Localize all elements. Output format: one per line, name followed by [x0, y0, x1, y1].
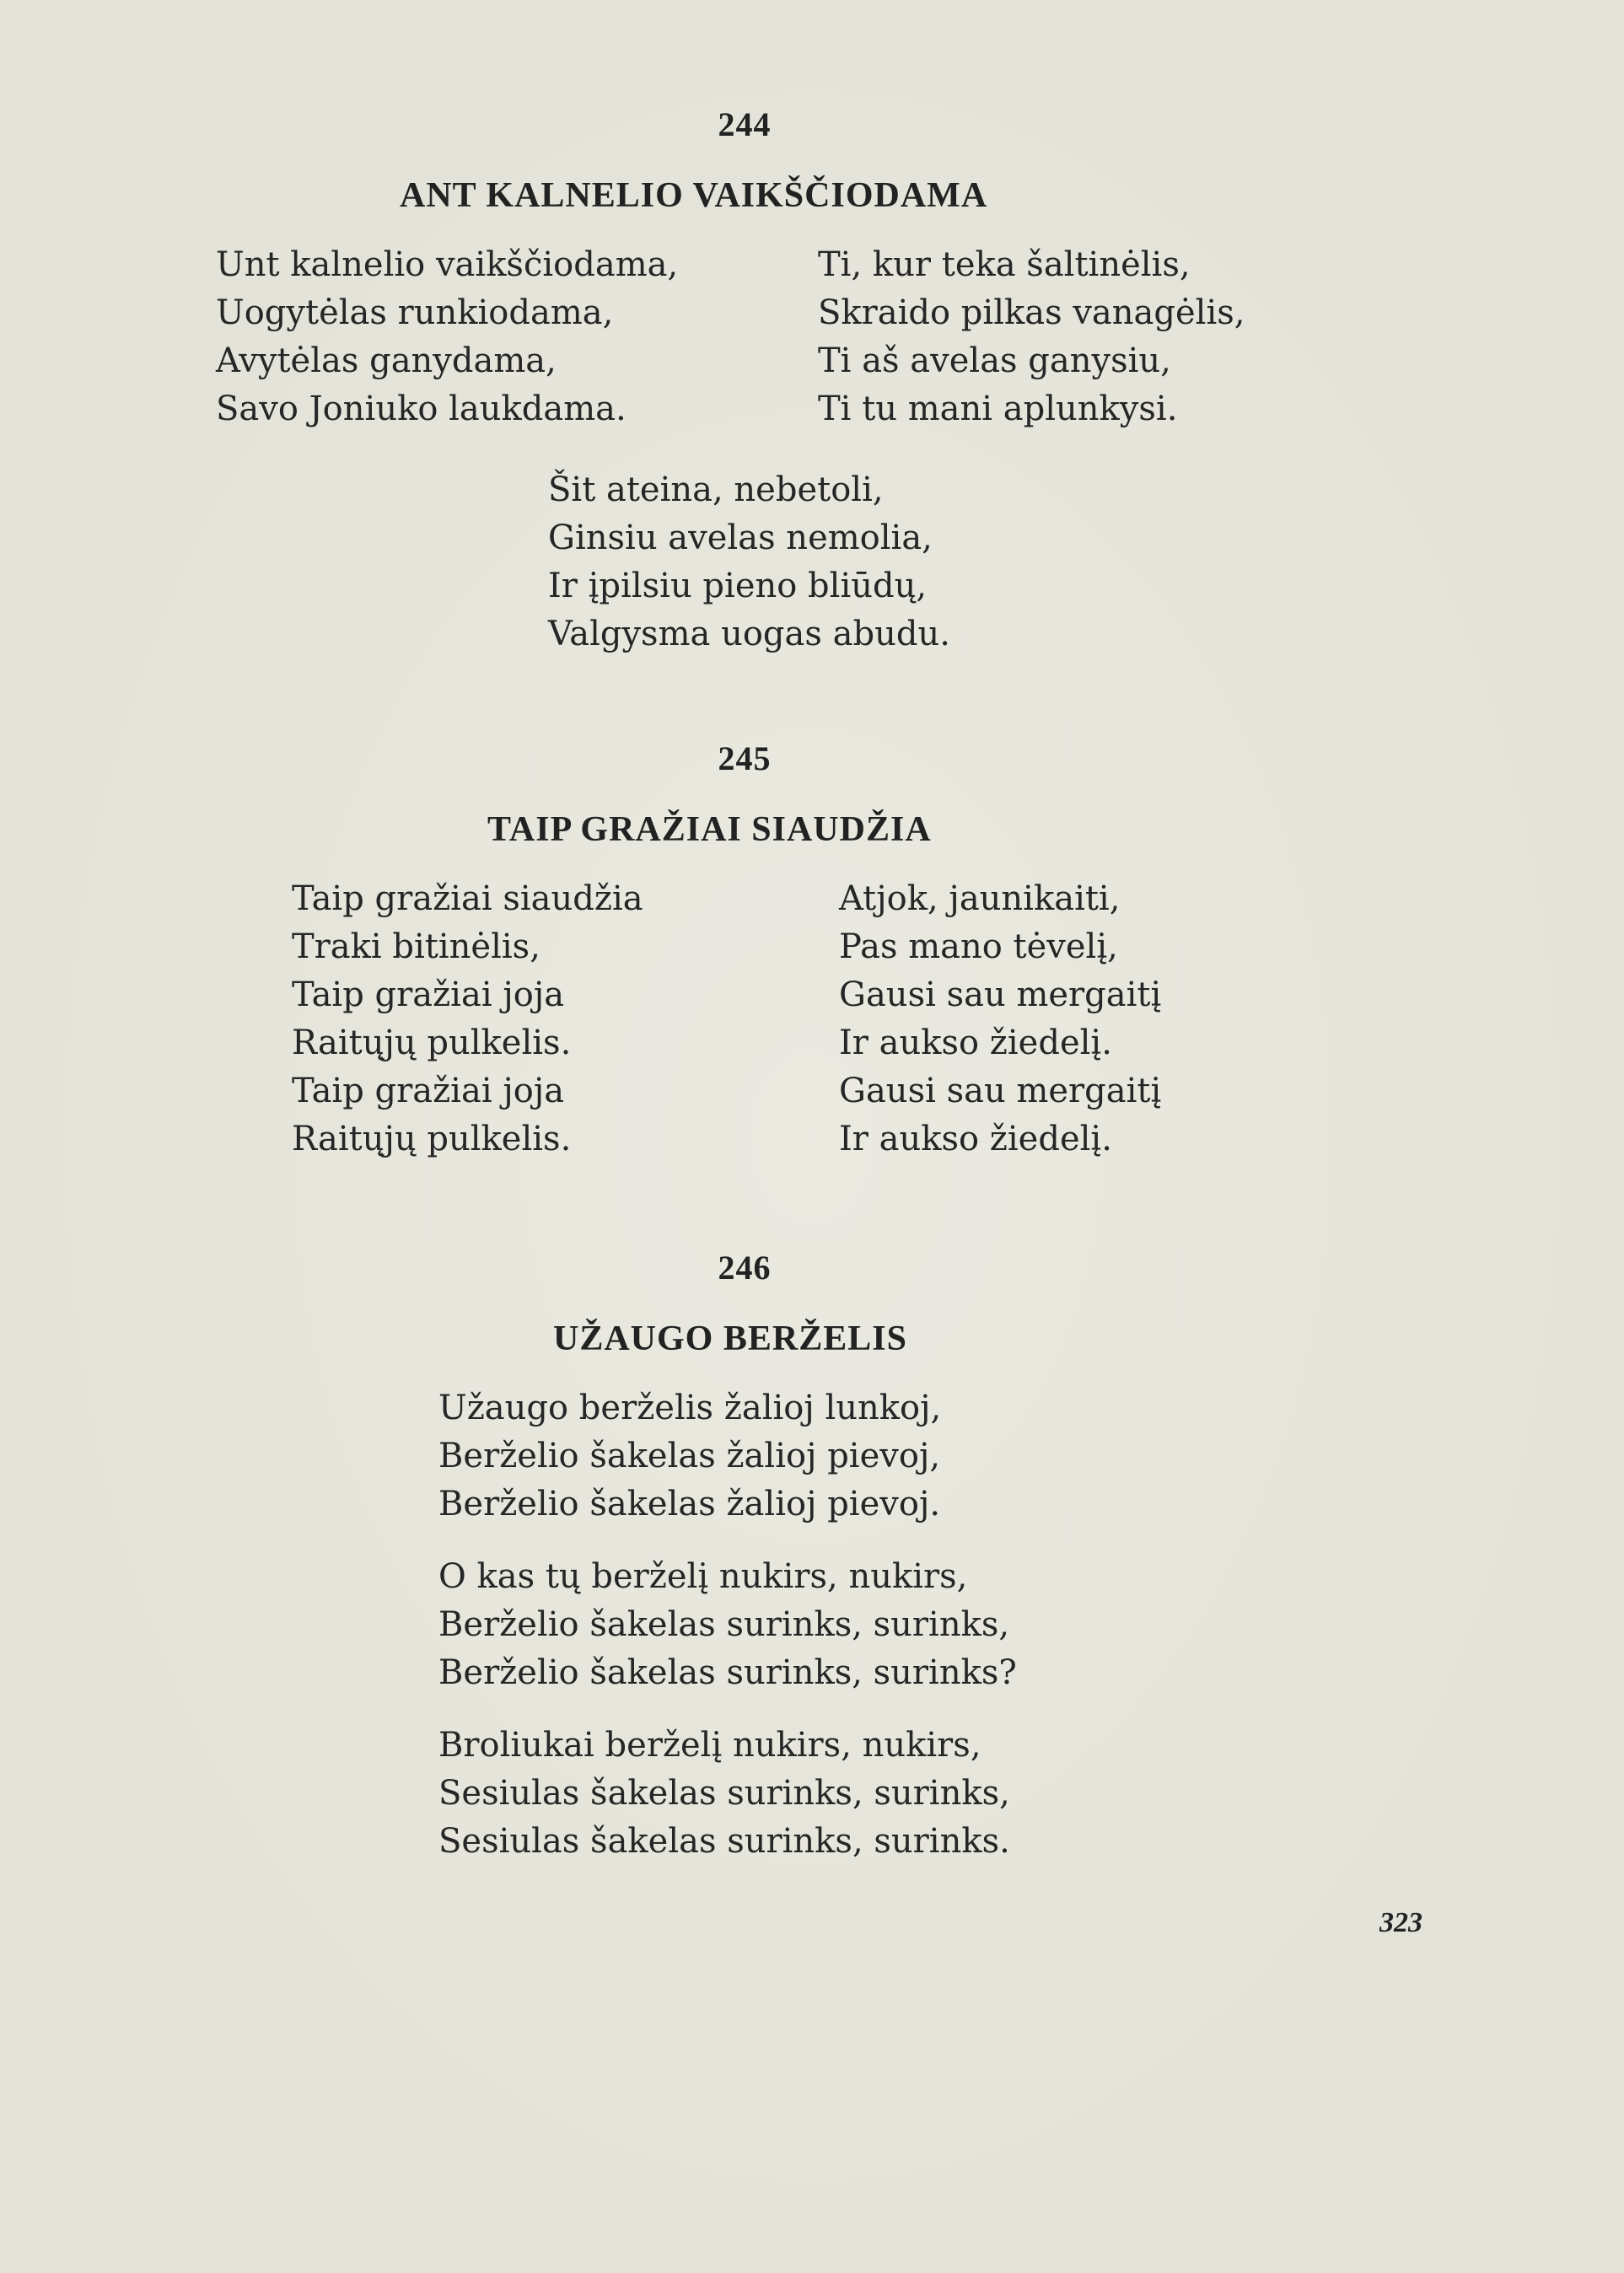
verse-line: Atjok, jaunikaiti,	[839, 879, 1121, 918]
verse-line: Unt kalnelio vaikščiodama,	[216, 245, 679, 284]
song-title-244: ANT KALNELIO VAIKŠČIODAMA	[400, 176, 988, 215]
song-245-left-column	[292, 875, 643, 1163]
verse-line: Ir aukso žiedelį.	[839, 1120, 1112, 1158]
song-number-246: 246	[718, 1249, 772, 1287]
verse-line: Gausi sau mergaitį	[839, 1072, 1162, 1110]
verse-line: Valgysma uogas abudu.	[548, 615, 950, 653]
verse-line: Berželio šakelas žalioj pievoj,	[438, 1437, 941, 1475]
verse-line: Gausi sau mergaitį	[839, 975, 1162, 1014]
verse-line: Traki bitinėlis,	[292, 927, 540, 966]
verse-line: Savo Joniuko laukdama.	[216, 390, 626, 428]
verse-line: Ti aš avelas ganysiu,	[818, 341, 1171, 380]
verse-line: Pas mano tėvelį,	[839, 927, 1118, 966]
song-244-center-stanza	[548, 466, 950, 658]
song-246-stanza-1	[438, 1384, 941, 1529]
verse-line: Ti tu mani aplunkysi.	[818, 390, 1178, 428]
verse-line: Skraido pilkas vanagėlis,	[818, 293, 1245, 332]
verse-line: Užaugo berželis žalioj lunkoj,	[438, 1389, 942, 1427]
verse-line: Ti, kur teka šaltinėlis,	[818, 245, 1191, 284]
verse-line: Ginsiu avelas nemolia,	[548, 519, 933, 557]
verse-line: Berželio šakelas surinks, surinks,	[438, 1605, 1010, 1644]
song-246-stanza-2	[438, 1553, 1017, 1697]
verse-line: Berželio šakelas žalioj pievoj.	[438, 1485, 941, 1523]
song-title-246: UŽAUGO BERŽELIS	[553, 1319, 907, 1358]
verse-line: Berželio šakelas surinks, surinks?	[438, 1653, 1017, 1692]
verse-line: Taip gražiai joja	[292, 1072, 565, 1110]
song-number-244: 244	[718, 105, 772, 143]
verse-line: Taip gražiai joja	[292, 975, 565, 1014]
verse-line: Taip gražiai siaudžia	[292, 879, 643, 918]
verse-line: Uogytėlas runkiodama,	[216, 293, 614, 332]
verse-line: Avytėlas ganydama,	[216, 341, 557, 380]
page-number: 323	[1379, 1907, 1422, 1938]
song-246-stanza-3	[438, 1722, 1010, 1866]
verse-line: Sesiulas šakelas surinks, surinks.	[438, 1822, 1010, 1861]
song-245-right-column	[839, 875, 1161, 1163]
song-number-245: 245	[718, 739, 772, 777]
song-244-right-column	[818, 241, 1245, 433]
verse-line: Ir aukso žiedelį.	[839, 1024, 1112, 1062]
verse-line: Šit ateina, nebetoli,	[548, 470, 884, 509]
verse-line: Broliukai berželį nukirs, nukirs,	[438, 1726, 981, 1765]
song-title-245: TAIP GRAŽIAI SIAUDŽIA	[487, 810, 932, 849]
verse-line: Ir įpilsiu pieno bliūdų,	[548, 567, 928, 605]
verse-line: Raitųjų pulkelis.	[292, 1024, 572, 1062]
verse-line: O kas tų berželį nukirs, nukirs,	[438, 1557, 968, 1596]
verse-line: Raitųjų pulkelis.	[292, 1120, 572, 1158]
song-244-left-column	[216, 241, 678, 433]
verse-line: Sesiulas šakelas surinks, surinks,	[438, 1774, 1010, 1813]
